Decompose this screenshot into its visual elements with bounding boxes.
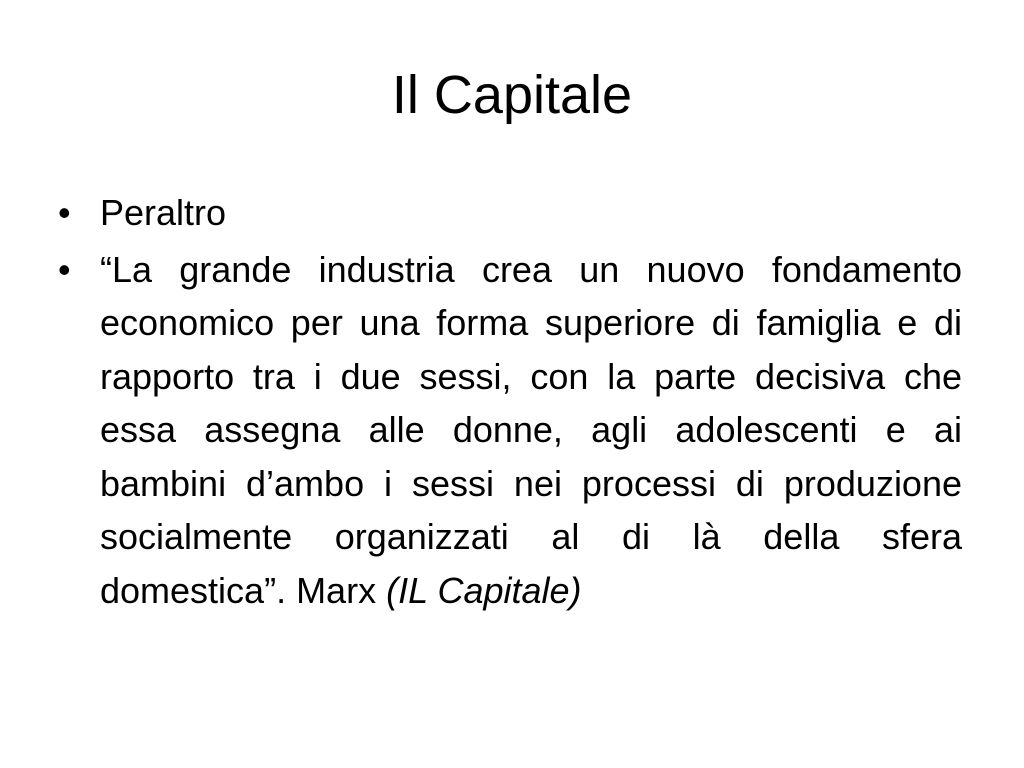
bullet-item (58, 243, 962, 618)
bullet-list (58, 186, 962, 620)
bullet-item (58, 186, 962, 240)
bullet-marker: • (58, 248, 71, 290)
quote-paragraph (100, 243, 962, 618)
bullet-marker: • (58, 192, 71, 233)
slide-title: Il Capitale (391, 65, 633, 125)
quote-text: “La grande industria crea un nuovo fondamento economico per una forma superiore di famiglia e di rapporto tra i due sessi, con la parte decisiva che essa assegna alle donne, agli adolescenti e ai bambini d’ambo i sessi nei processi di produzione socialmente organizzati al di là della sfera domestica”. Marx (100, 248, 962, 611)
quote-citation: (IL Capitale) (386, 569, 582, 611)
bullet-text: Peraltro (100, 192, 227, 233)
